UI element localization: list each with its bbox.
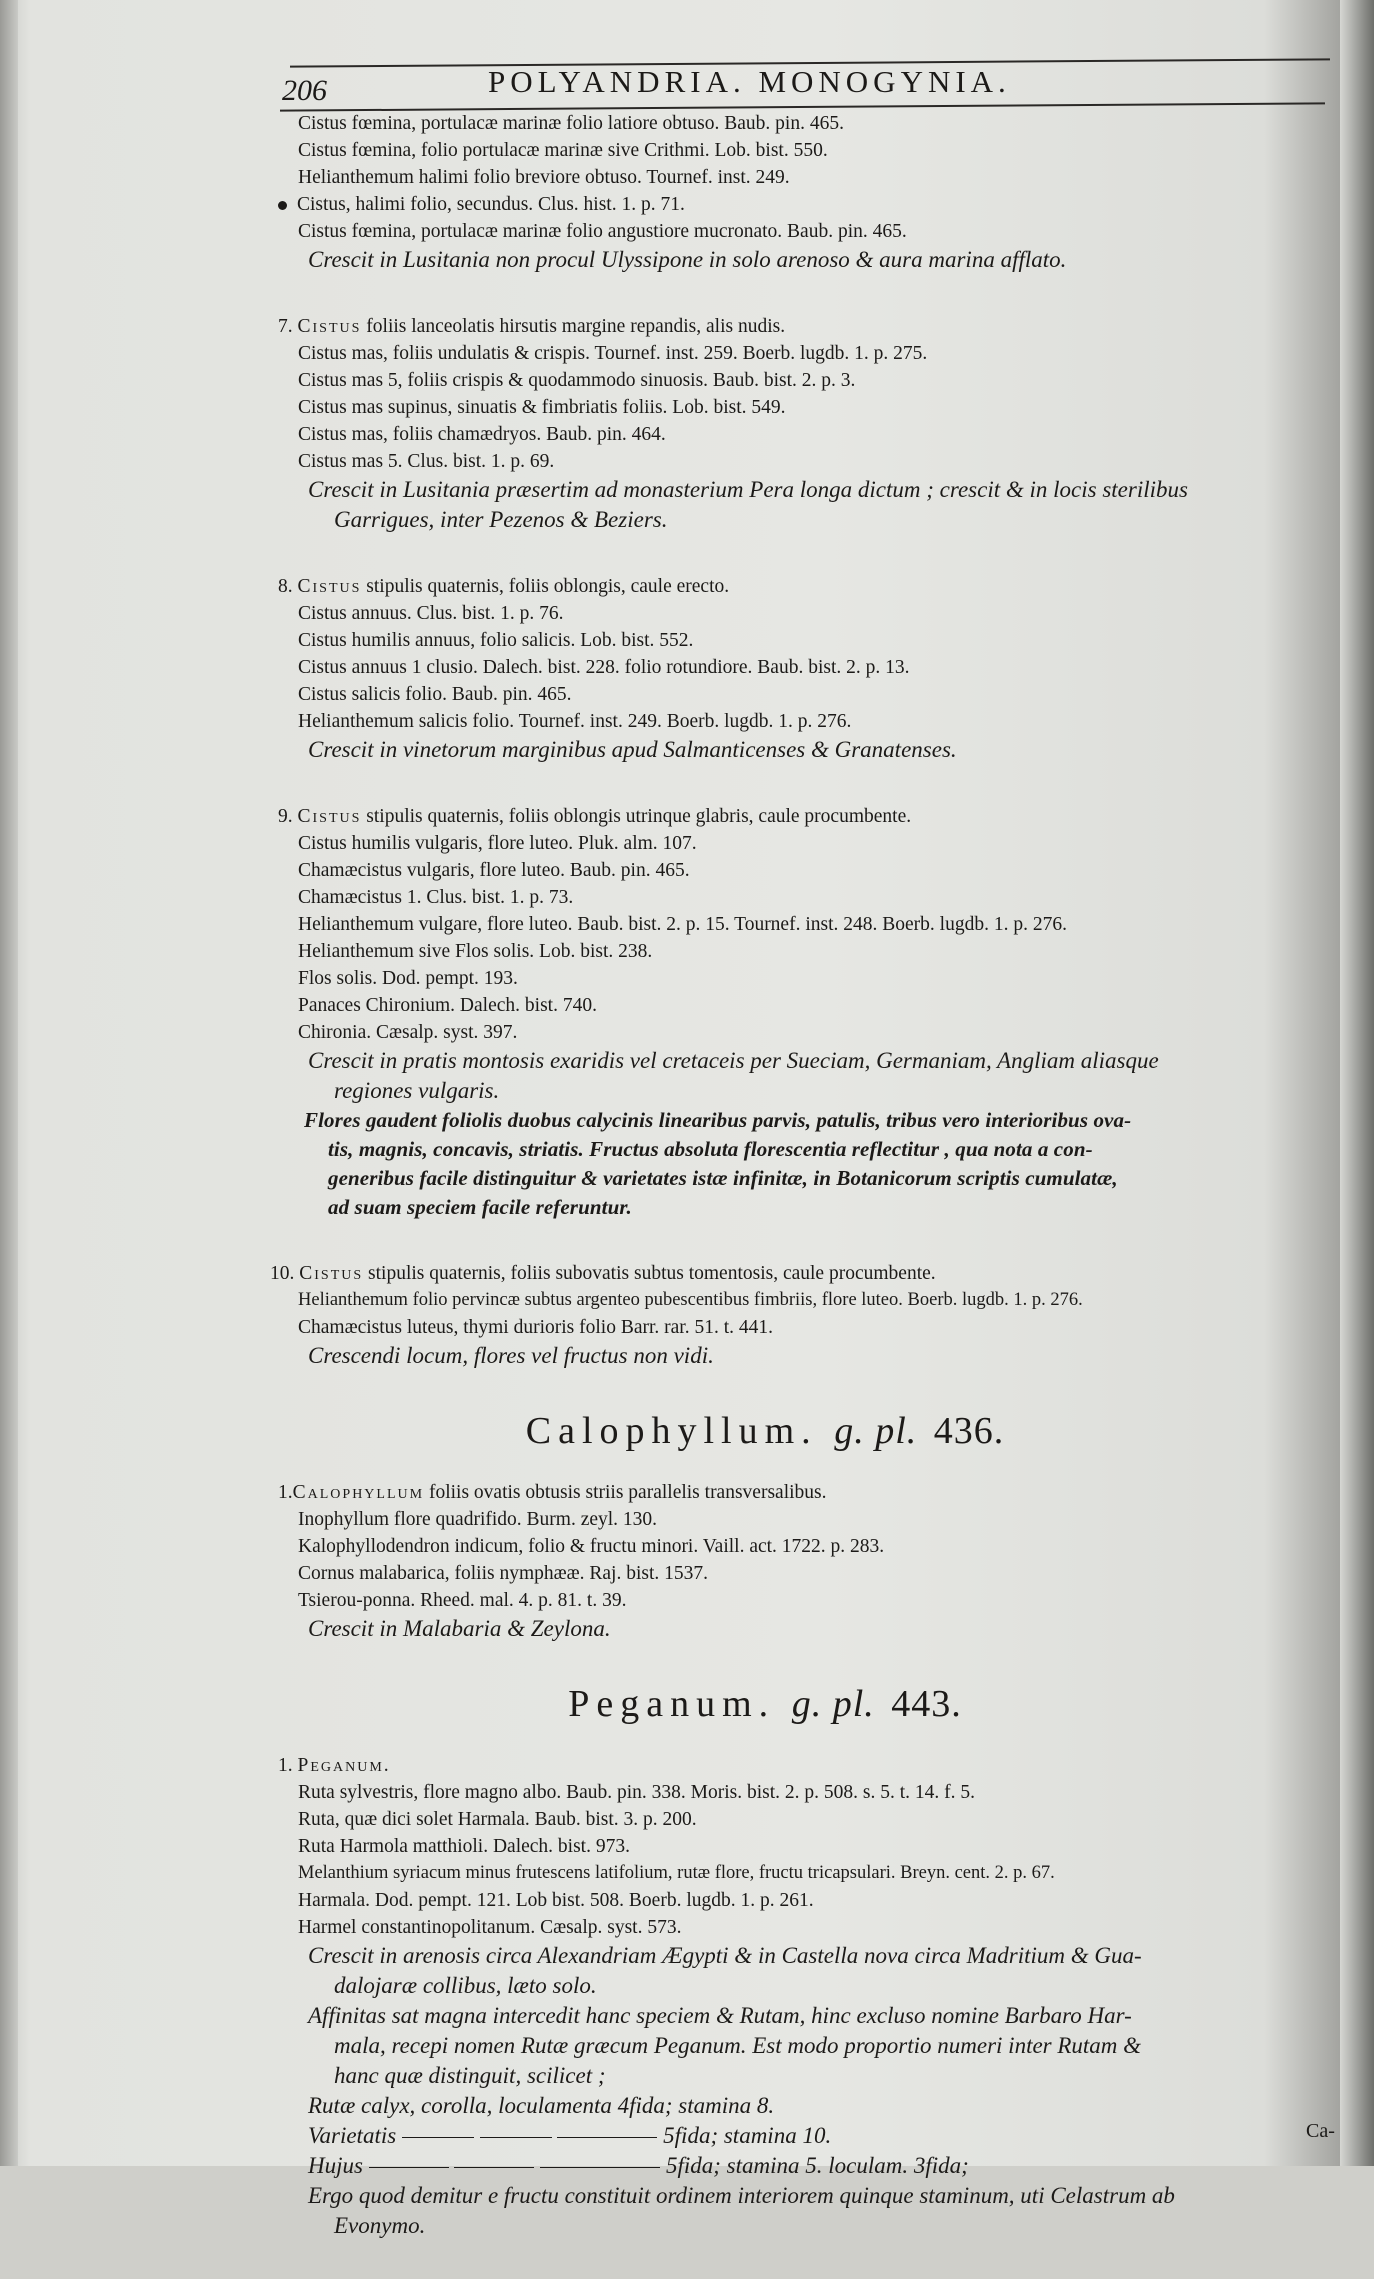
synonym-line: Cistus fœmina, portulacæ marinæ folio angustiore mucronato. Baub. pin. 465. <box>298 221 907 242</box>
comparison-row: Rutæ calyx, corolla, loculamenta 4fida; stamina 8. <box>308 2093 775 2118</box>
synonym-line: Tsierou-ponna. Rheed. mal. 4. p. 81. t. 39. <box>298 1590 627 1611</box>
entry-calophyllum-1 <box>270 1479 1350 1644</box>
synonym-line: Cistus mas 5. Clus. bist. 1. p. 69. <box>298 451 555 472</box>
comparison-row: Hujus 5fida; stamina 5. loculam. 3fida; <box>308 2153 969 2178</box>
binding-gutter <box>0 0 18 2166</box>
habitat-line: Crescit in arenosis circa Alexandriam Ægypti & in Castella nova circa Madritium & Gua- <box>308 1943 1142 1968</box>
synonym-line: Cistus mas, foliis undulatis & crispis. Tournef. inst. 259. Boerb. lugdb. 1. p. 275. <box>298 343 928 364</box>
synonym-line: Chamæcistus 1. Clus. bist. 1. p. 73. <box>298 887 574 908</box>
habitat-line: Crescit in Lusitania non procul Ulyssipone in solo arenoso & aura marina afflato. <box>308 247 1067 272</box>
species-heading: 1.Calophyllum foliis ovatis obtusis striis parallelis transversalibus. <box>278 1482 827 1503</box>
synonym-line: Cistus mas, foliis chamædryos. Baub. pin. 464. <box>298 424 666 445</box>
habitat-line: dalojaræ collibus, læto solo. <box>334 1973 597 1998</box>
synonym-line: Ruta, quæ dici solet Harmala. Baub. bist. 3. p. 200. <box>298 1809 697 1830</box>
conclusion-line: Evonymo. <box>334 2213 426 2238</box>
entry-8 <box>270 573 1350 765</box>
synonym-line: Ruta Harmola matthioli. Dalech. bist. 973. <box>298 1836 630 1857</box>
running-head: POLYANDRIA. MONOGYNIA. <box>488 64 1011 99</box>
synonym-line: Cistus annuus. Clus. bist. 1. p. 76. <box>298 603 564 624</box>
synonym-line: Cistus humilis vulgaris, flore luteo. Pluk. alm. 107. <box>298 833 697 854</box>
conclusion-line: Ergo quod demitur e fructu constituit ordinem interiorem quinque staminum, uti Celastrum ab <box>308 2183 1175 2208</box>
habitat-line: regiones vulgaris. <box>334 1078 500 1103</box>
habitat-line: Crescit in vinetorum marginibus apud Salmanticenses & Granatenses. <box>308 737 957 762</box>
bullet-mark <box>278 201 287 210</box>
observation-line: tis, magnis, concavis, striatis. Fructus absoluta florescentia reflectitur , qua nota a con- <box>328 1137 1093 1161</box>
catchword: Ca- <box>1306 2120 1335 2142</box>
habitat-line: Crescit in Lusitania præsertim ad monasterium Pera longa dictum ; crescit & in locis sterilibus <box>308 477 1188 502</box>
page-content <box>270 110 1350 2279</box>
synonym-line: Helianthemum halimi folio breviore obtuso. Tournef. inst. 249. <box>298 167 790 188</box>
entry-6-tail <box>270 110 1350 275</box>
species-heading: 9. Cistus stipulis quaternis, foliis oblongis utrinque glabris, caule procumbente. <box>278 806 912 827</box>
synonym-line: Cistus salicis folio. Baub. pin. 465. <box>298 684 572 705</box>
comparison-row: Varietatis 5fida; stamina 10. <box>308 2123 832 2148</box>
synonym-line: Inophyllum flore quadrifido. Burm. zeyl. 130. <box>298 1509 658 1530</box>
habitat-line: Crescit in pratis montosis exaridis vel cretaceis per Sueciam, Germaniam, Angliam aliasque <box>308 1048 1159 1073</box>
synonym-line: Cornus malabarica, foliis nymphææ. Raj. bist. 1537. <box>298 1563 709 1584</box>
synonym-line: Cistus mas 5, foliis crispis & quodammodo sinuosis. Baub. bist. 2. p. 3. <box>298 370 856 391</box>
synonym-line: Cistus fœmina, portulacæ marinæ folio latiore obtuso. Baub. pin. 465. <box>298 113 844 134</box>
habitat-line: Crescit in Malabaria & Zeylona. <box>308 1616 611 1641</box>
habitat-line: Garrigues, inter Pezenos & Beziers. <box>334 507 668 532</box>
observation-line: hanc quæ distinguit, scilicet ; <box>334 2063 606 2088</box>
habitat-line: Crescendi locum, flores vel fructus non vidi. <box>308 1343 714 1368</box>
synonym-line: Harmala. Dod. pempt. 121. Lob bist. 508. Boerb. lugdb. 1. p. 261. <box>298 1890 814 1911</box>
observation-line: generibus facile distinguitur & varietates istæ infinitæ, in Botanicorum scriptis cumulatæ, <box>328 1166 1118 1190</box>
observation-line: ad suam speciem facile referuntur. <box>328 1195 632 1219</box>
synonym-line: Chamæcistus luteus, thymi durioris folio Barr. rar. 51. t. 441. <box>298 1317 774 1338</box>
species-heading: 8. Cistus stipulis quaternis, foliis oblongis, caule erecto. <box>278 576 730 597</box>
synonym-line: Harmel constantinopolitanum. Cæsalp. syst. 573. <box>298 1917 682 1938</box>
synonym-line: Panaces Chironium. Dalech. bist. 740. <box>298 995 597 1016</box>
page-number: 206 <box>282 74 327 107</box>
synonym-line: Flos solis. Dod. pempt. 193. <box>298 968 518 989</box>
entry-10 <box>270 1260 1350 1371</box>
species-heading: 7. Cistus foliis lanceolatis hirsutis margine repandis, alis nudis. <box>278 316 786 337</box>
synonym-line: Cistus fœmina, folio portulacæ marinæ sive Crithmi. Lob. bist. 550. <box>298 140 828 161</box>
synonym-line: Helianthemum sive Flos solis. Lob. bist. 238. <box>298 941 653 962</box>
synonym-line-marked: Cistus, halimi folio, secundus. Clus. hist. 1. p. 71. <box>270 191 1350 218</box>
entry-7 <box>270 313 1350 535</box>
entry-9 <box>270 803 1350 1222</box>
synonym-line: Chamæcistus vulgaris, flore luteo. Baub. pin. 465. <box>298 860 690 881</box>
genus-heading-calophyllum: Calophyllum. g. pl. 436. <box>525 1410 1005 1452</box>
synonym-line: Kalophyllodendron indicum, folio & fructu minori. Vaill. act. 1722. p. 283. <box>298 1536 885 1557</box>
synonym-line: Chironia. Cæsalp. syst. 397. <box>298 1022 518 1043</box>
synonym-line: Helianthemum folio pervincæ subtus argenteo pubescentibus fimbriis, flore luteo. Boerb. lugdb. 1. p. 276. <box>298 1290 1083 1310</box>
synonym-line: Cistus mas supinus, sinuatis & fimbriatis foliis. Lob. bist. 549. <box>298 397 786 418</box>
observation-line: Flores gaudent foliolis duobus calycinis linearibus parvis, patulis, tribus vero interioribus ova- <box>304 1108 1132 1132</box>
observation-line: Affinitas sat magna intercedit hanc speciem & Rutam, hinc excluso nomine Barbaro Har- <box>308 2003 1132 2028</box>
synonym-line: Cistus humilis annuus, folio salicis. Lob. bist. 552. <box>298 630 694 651</box>
species-heading: 10. Cistus stipulis quaternis, foliis subovatis subtus tomentosis, caule procumbente. <box>270 1263 936 1284</box>
species-heading: 1. Peganum. <box>278 1755 391 1776</box>
synonym-line: Helianthemum salicis folio. Tournef. inst. 249. Boerb. lugdb. 1. p. 276. <box>298 711 852 732</box>
synonym-line: Cistus annuus 1 clusio. Dalech. bist. 228. folio rotundiore. Baub. bist. 2. p. 13. <box>298 657 910 678</box>
observation-line: mala, recepi nomen Rutæ græcum Peganum. Est modo proportio numeri inter Rutam & <box>334 2033 1142 2058</box>
synonym-line: Melanthium syriacum minus frutescens latifolium, rutæ flore, fructu tricapsulari. Breyn. cent. 2. p. 67. <box>298 1863 1055 1883</box>
entry-peganum-1 <box>270 1752 1350 2241</box>
genus-heading-peganum: Peganum. g. pl. 443. <box>568 1683 962 1725</box>
synonym-line: Ruta sylvestris, flore magno albo. Baub. pin. 338. Moris. bist. 2. p. 508. s. 5. t. 14. f. 5. <box>298 1782 976 1803</box>
synonym-line: Helianthemum vulgare, flore luteo. Baub. bist. 2. p. 15. Tournef. inst. 248. Boerb. lugdb. 1. p. 276. <box>298 914 1067 935</box>
